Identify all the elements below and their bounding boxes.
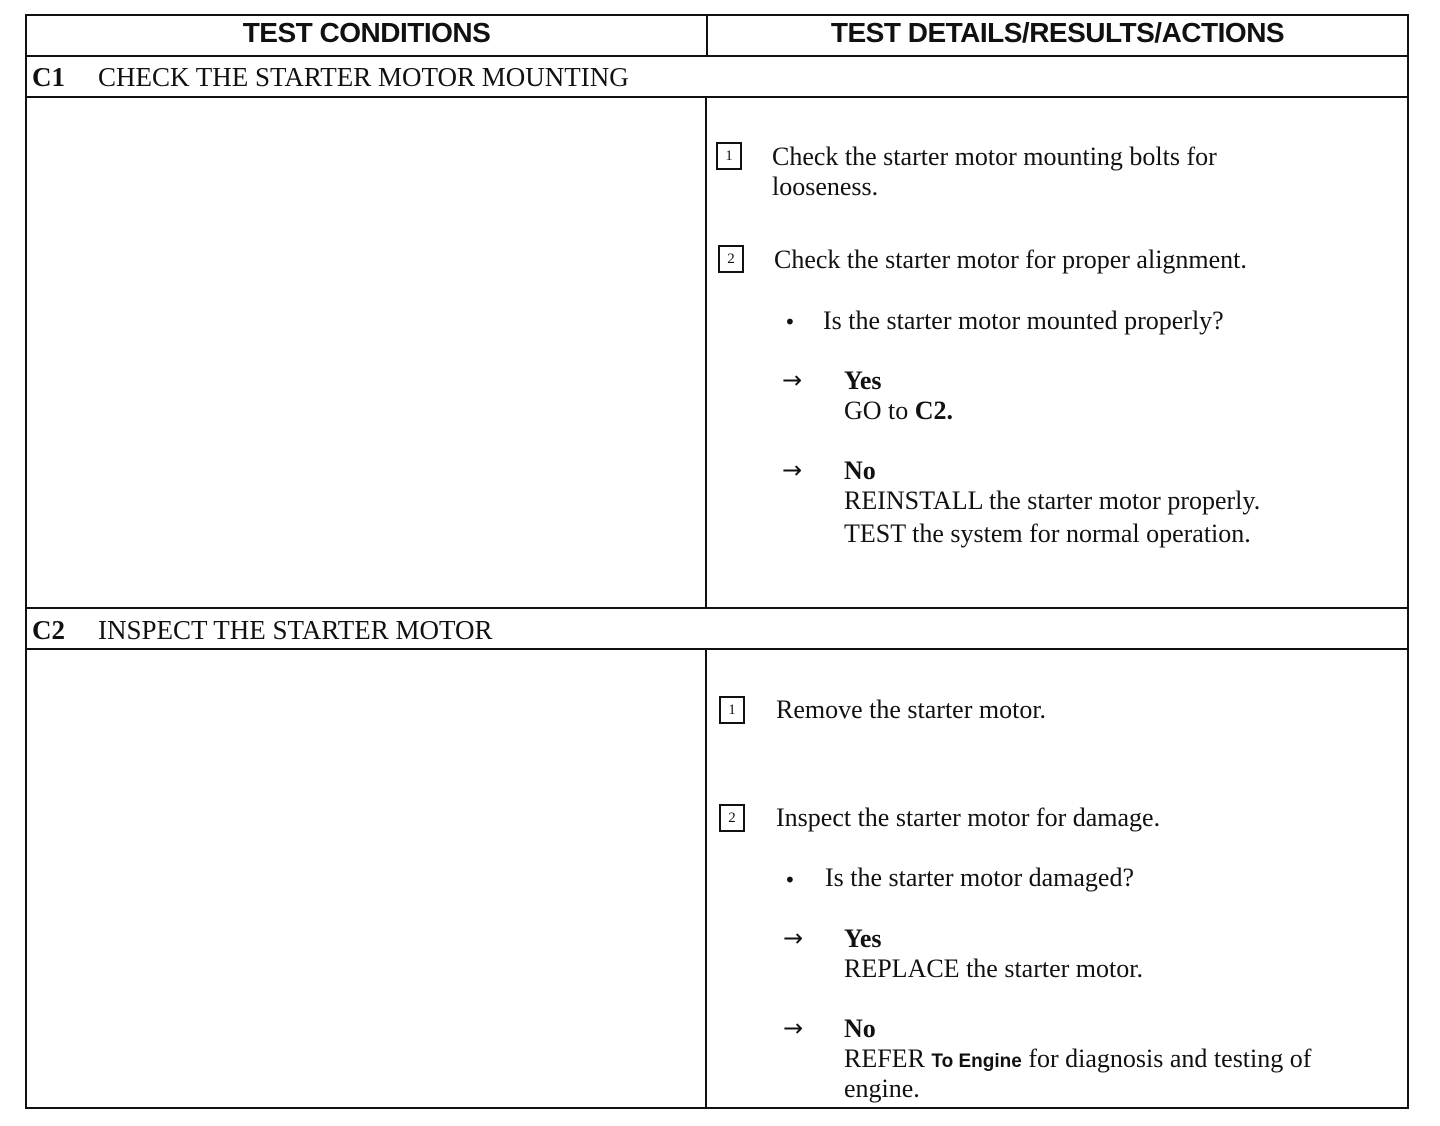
no-action-text: for diagnosis and testing of [1021,1044,1312,1073]
step-number-box: 2 [719,804,745,832]
no-action-ref: To Engine [931,1051,1022,1072]
no-action-line [844,1044,1311,1077]
section-title-text: INSPECT THE STARTER MOTOR [98,615,493,645]
border-top [26,14,1409,16]
no-label: No [844,1014,876,1043]
rule-c1-end [26,607,1409,609]
no-result [844,1014,1311,1104]
question-text: Is the starter motor mounted properly? [823,306,1224,335]
section-title-text: CHECK THE STARTER MOTOR MOUNTING [98,62,629,92]
step-text: Remove the starter motor. [776,695,1047,724]
step-text: Check the starter motor for proper alignment. [774,245,1247,274]
question-text: Is the starter motor damaged? [825,863,1134,892]
yes-action-ref: C2. [914,396,954,425]
step-text-line: looseness. [772,172,879,201]
rule-c1-title [26,96,1409,98]
no-action-line: TEST the system for normal operation. [844,519,1251,548]
column-divider-c1 [705,96,707,609]
arrow-right-icon: → [782,456,803,484]
arrow-right-icon: → [782,366,803,394]
step-text: Inspect the starter motor for damage. [776,803,1161,832]
header-test-details: TEST DETAILS/RESULTS/ACTIONS [830,17,1285,48]
section-c2-title [32,615,493,646]
no-action-text: REFER [844,1044,932,1073]
border-left [25,14,27,1109]
section-id: C1 [32,62,65,92]
yes-label: Yes [844,366,882,395]
yes-result [844,924,1143,984]
border-bottom [26,1107,1409,1109]
yes-action-text: GO to [844,396,915,425]
section-id: C2 [32,615,65,645]
yes-result [844,366,953,426]
yes-action-line: REPLACE the starter motor. [844,954,1143,983]
column-divider-c2 [705,648,707,1109]
bullet-icon: • [784,868,796,892]
no-action-line: REINSTALL the starter motor properly. [844,486,1261,515]
no-result [844,456,1260,549]
bullet-icon: • [784,310,796,334]
step-text-line: Check the starter motor mounting bolts for [772,142,1217,171]
section-c1-title [32,62,629,93]
yes-action [844,396,953,426]
yes-label: Yes [844,924,882,953]
no-action-line: engine. [844,1074,920,1103]
border-right [1407,14,1409,1109]
step-text [772,142,1217,202]
step-number-box: 1 [719,696,745,724]
rule-header [26,55,1409,57]
step-number-box: 2 [718,245,744,273]
no-label: No [844,456,876,485]
rule-c2-title [26,648,1409,650]
step-number-box: 1 [716,142,742,170]
header-test-conditions: TEST CONDITIONS [242,17,491,48]
arrow-right-icon: → [783,1014,804,1042]
arrow-right-icon: → [783,924,804,952]
